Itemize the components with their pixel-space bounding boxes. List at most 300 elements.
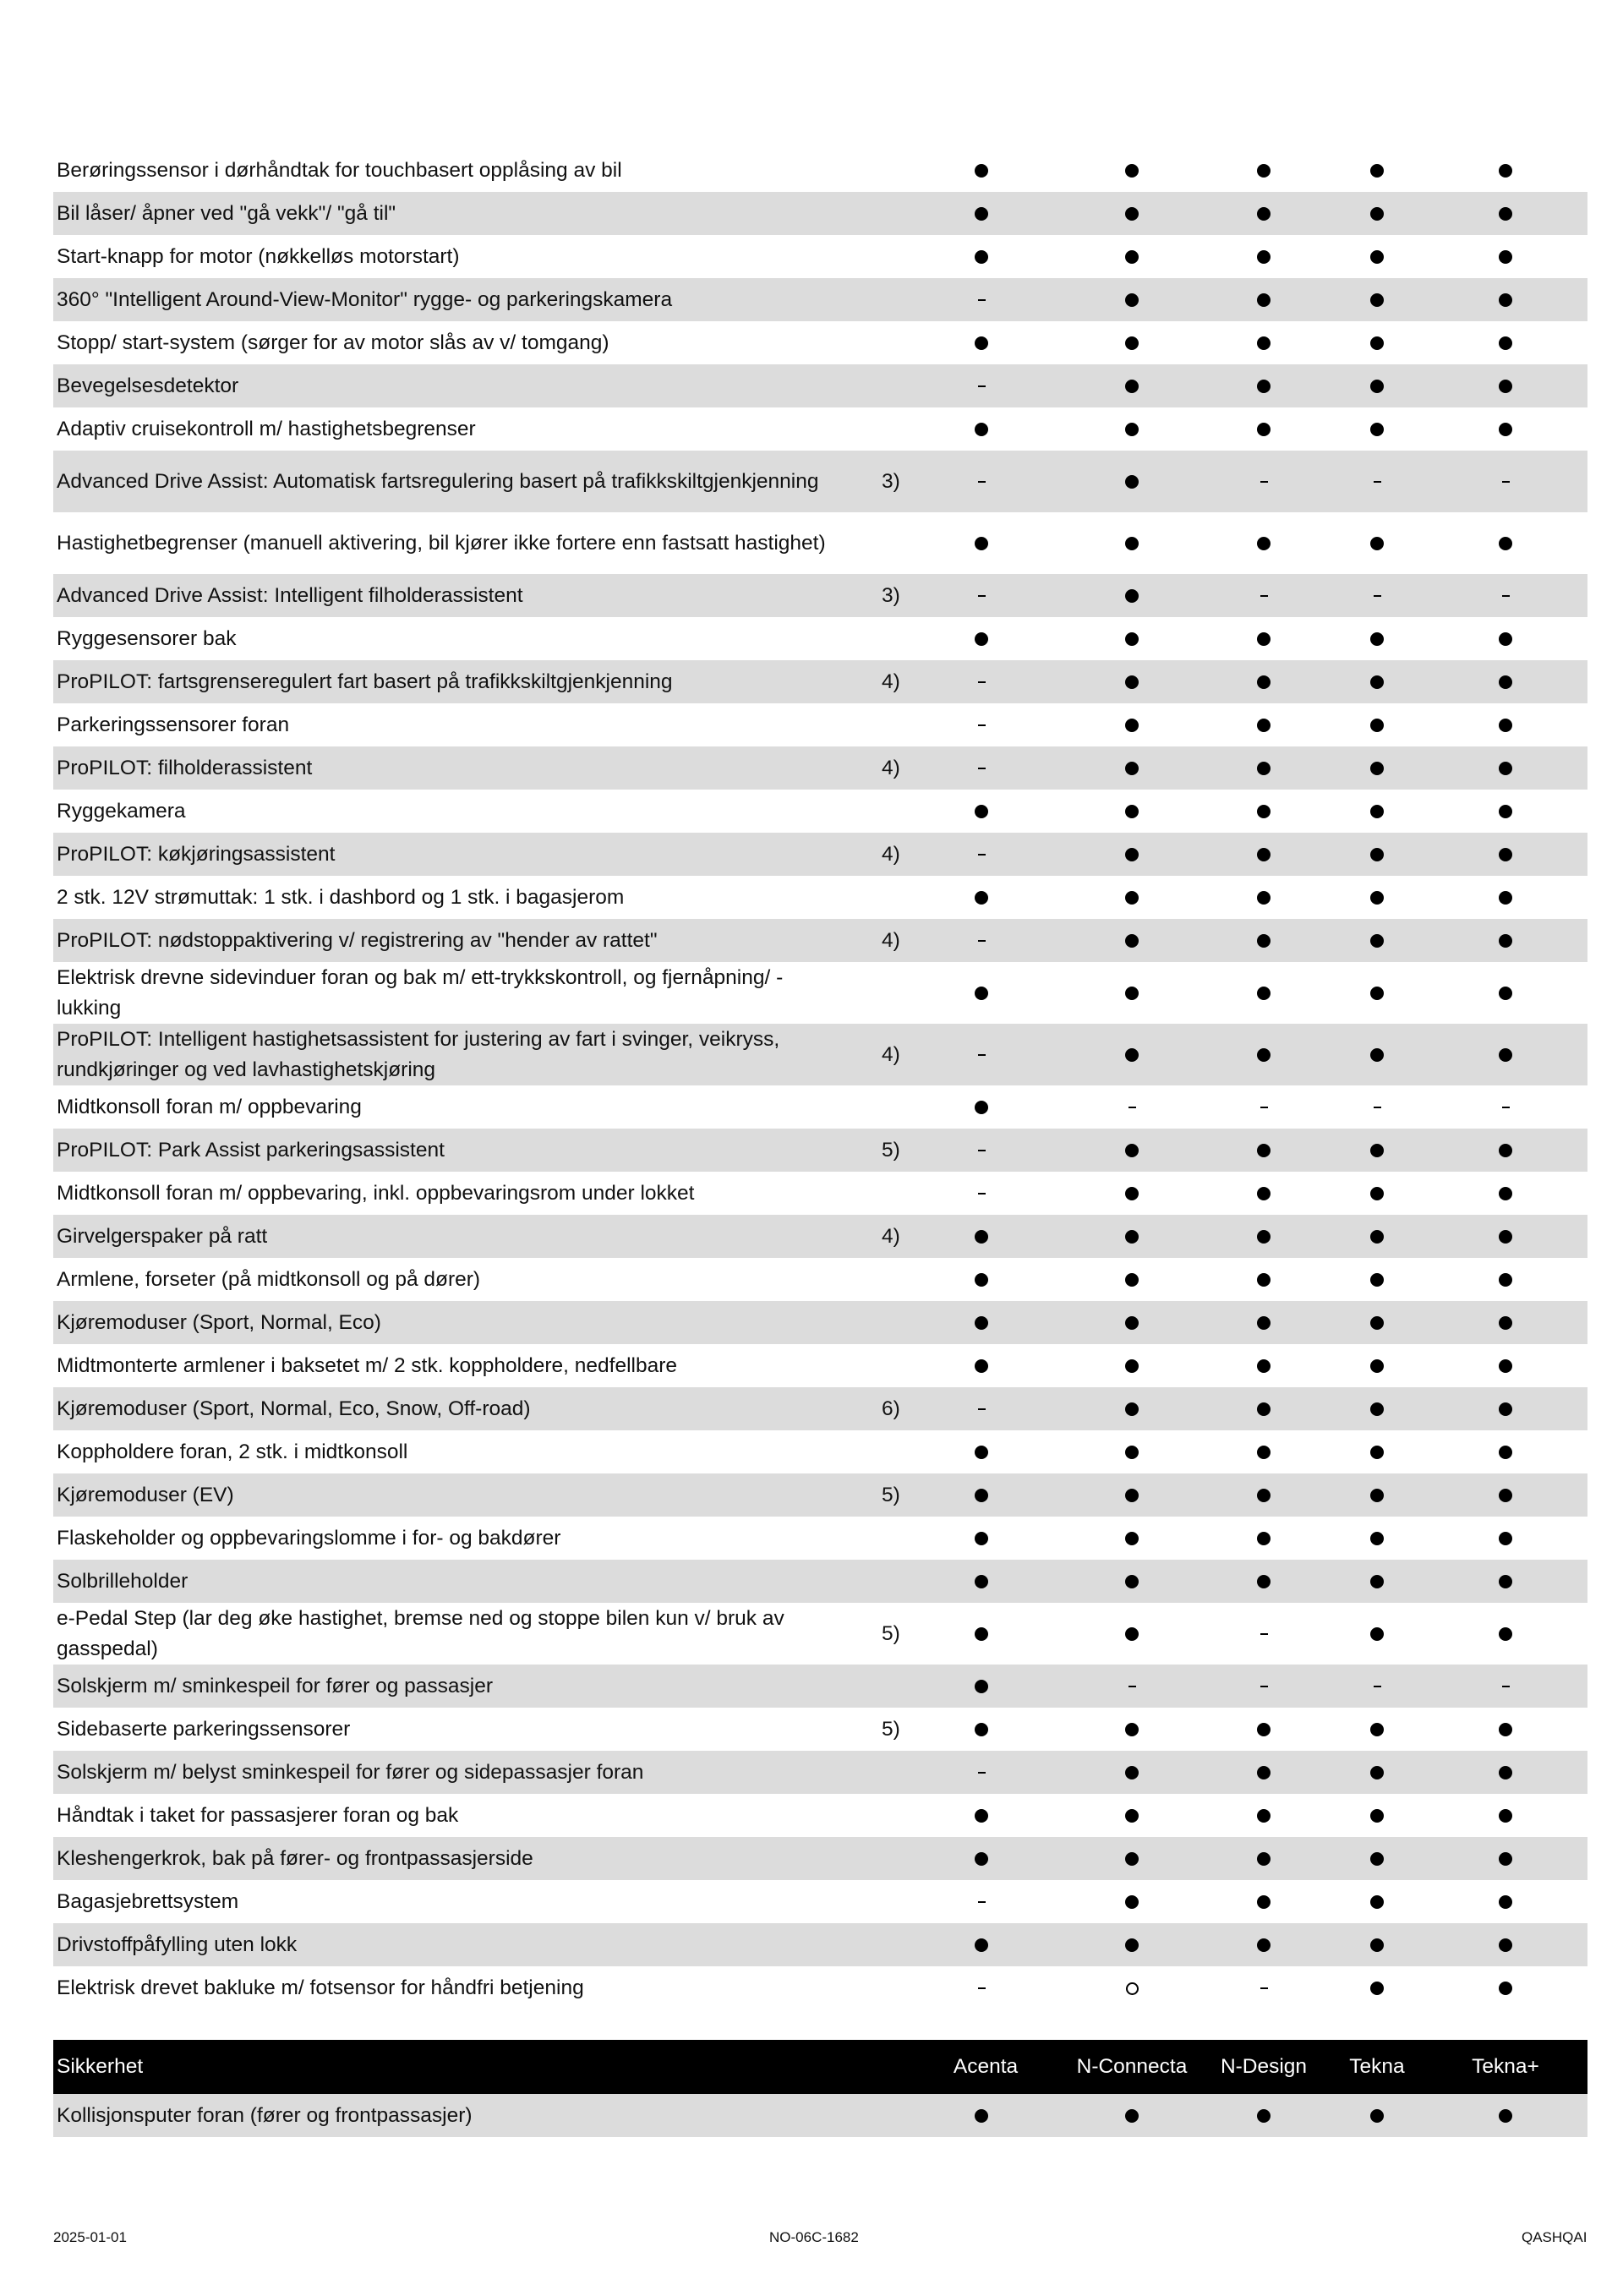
availability-cell (1081, 929, 1183, 953)
availability-cell (1455, 331, 1556, 355)
availability-cell (1455, 1976, 1556, 2000)
availability-cell (1326, 532, 1428, 555)
availability-cell (1081, 1397, 1183, 1421)
standard-dot-icon (1257, 719, 1271, 732)
table-row (53, 790, 1587, 833)
availability-cell (1455, 1311, 1556, 1335)
standard-dot-icon (1125, 1359, 1139, 1373)
standard-dot-icon (1257, 1938, 1271, 1952)
availability-cell (1213, 1268, 1314, 1292)
availability-cell (1081, 1761, 1183, 1785)
availability-cell (1213, 1847, 1314, 1871)
footnote-ref: 4) (882, 756, 900, 779)
availability-cell (1081, 374, 1183, 398)
availability-cell (931, 1570, 1032, 1594)
standard-dot-icon (1499, 1809, 1512, 1823)
availability-cell (1213, 1225, 1314, 1249)
not-available-dash-icon (978, 1054, 986, 1056)
standard-dot-icon (975, 423, 988, 436)
standard-dot-icon (1257, 1532, 1271, 1545)
feature-label: ProPILOT: Intelligent hastighetsassistent for justering av fart i svinger, veikryss, rundkjøringer og ved lavhastighetskjøring (57, 1027, 780, 1081)
availability-cell (931, 470, 1032, 494)
standard-dot-icon (1499, 1532, 1512, 1545)
standard-dot-icon (1125, 1402, 1139, 1416)
standard-dot-icon (975, 1627, 988, 1641)
availability-cell (931, 1484, 1032, 1507)
availability-cell (1213, 245, 1314, 269)
table-row (53, 703, 1587, 746)
feature-label: Flaskeholder og oppbevaringslomme i for- og bakdører (57, 1526, 561, 1550)
standard-dot-icon (1125, 891, 1139, 905)
availability-cell (1081, 1096, 1183, 1119)
column-header-acenta: Acenta (953, 2055, 1019, 2078)
not-available-dash-icon (978, 595, 986, 597)
standard-dot-icon (1499, 1895, 1512, 1909)
table-row (53, 192, 1587, 235)
availability-cell (1081, 1225, 1183, 1249)
availability-cell (1455, 2104, 1556, 2128)
standard-dot-icon (1499, 1359, 1512, 1373)
standard-dot-icon (1257, 1895, 1271, 1909)
standard-dot-icon (1499, 1627, 1512, 1641)
availability-cell (931, 532, 1032, 555)
availability-cell (1326, 1182, 1428, 1205)
availability-cell (1326, 1043, 1428, 1067)
standard-dot-icon (1499, 380, 1512, 393)
feature-label: Advanced Drive Assist: Automatisk fartsregulering basert på trafikkskiltgjenkjenning (57, 469, 819, 493)
availability-cell (1213, 800, 1314, 823)
availability-cell (1326, 159, 1428, 183)
table-row (53, 451, 1587, 512)
table-row (53, 1517, 1587, 1560)
availability-cell (1213, 159, 1314, 183)
availability-cell (1213, 929, 1314, 953)
availability-cell (1326, 981, 1428, 1005)
availability-cell (1455, 886, 1556, 910)
availability-cell (1213, 757, 1314, 780)
standard-dot-icon (1499, 537, 1512, 550)
standard-dot-icon (1257, 423, 1271, 436)
table-row (53, 1258, 1587, 1301)
standard-dot-icon (1370, 537, 1384, 550)
table-row (53, 1085, 1587, 1129)
not-available-dash-icon (978, 854, 986, 856)
availability-cell (1213, 1622, 1314, 1646)
standard-dot-icon (1257, 164, 1271, 178)
availability-cell (1213, 202, 1314, 226)
standard-dot-icon (975, 1575, 988, 1588)
standard-dot-icon (975, 1101, 988, 1114)
standard-dot-icon (1499, 1402, 1512, 1416)
standard-dot-icon (1257, 1809, 1271, 1823)
standard-dot-icon (1370, 1402, 1384, 1416)
availability-cell (931, 584, 1032, 608)
availability-cell (1326, 1268, 1428, 1292)
availability-cell (1326, 627, 1428, 651)
standard-dot-icon (1125, 675, 1139, 689)
availability-cell (1455, 288, 1556, 312)
table-row (53, 364, 1587, 407)
not-available-dash-icon (1374, 481, 1381, 483)
availability-cell (1455, 1043, 1556, 1067)
standard-dot-icon (1257, 1273, 1271, 1287)
not-available-dash-icon (1128, 1107, 1136, 1108)
standard-dot-icon (1257, 2109, 1271, 2123)
availability-cell (1213, 1890, 1314, 1914)
availability-cell (1213, 374, 1314, 398)
availability-cell (1081, 1847, 1183, 1871)
availability-cell (931, 981, 1032, 1005)
availability-cell (1455, 1354, 1556, 1378)
not-available-dash-icon (978, 1987, 986, 1989)
availability-cell (1455, 1268, 1556, 1292)
availability-cell (1326, 288, 1428, 312)
table-row (53, 1215, 1587, 1258)
availability-cell (1455, 670, 1556, 694)
availability-cell (1081, 584, 1183, 608)
table-row (53, 617, 1587, 660)
availability-cell (931, 1933, 1032, 1957)
standard-dot-icon (1125, 336, 1139, 350)
standard-dot-icon (1257, 1766, 1271, 1779)
availability-cell (1326, 1096, 1428, 1119)
availability-cell (1081, 470, 1183, 494)
standard-dot-icon (975, 1316, 988, 1330)
not-available-dash-icon (1260, 1987, 1268, 1989)
availability-cell (931, 1440, 1032, 1464)
availability-cell (1213, 584, 1314, 608)
standard-dot-icon (1370, 293, 1384, 307)
availability-cell (1213, 1761, 1314, 1785)
table-row (53, 746, 1587, 790)
standard-dot-icon (1257, 1489, 1271, 1502)
standard-dot-icon (1257, 987, 1271, 1000)
column-header-n-design: N-Design (1220, 2055, 1308, 2078)
standard-dot-icon (1499, 1575, 1512, 1588)
feature-label: ProPILOT: fartsgrenseregulert fart basert på trafikkskiltgjenkjenning (57, 670, 673, 693)
table-row (53, 407, 1587, 451)
availability-cell (1455, 1139, 1556, 1162)
standard-dot-icon (1370, 762, 1384, 775)
availability-cell (1213, 670, 1314, 694)
availability-cell (1455, 981, 1556, 1005)
table-row (53, 919, 1587, 962)
not-available-dash-icon (1502, 481, 1510, 483)
footnote-ref: 4) (882, 670, 900, 693)
feature-label: Kollisjonsputer foran (fører og frontpassasjer) (57, 2103, 473, 2127)
feature-label: Bil låser/ åpner ved "gå vekk"/ "gå til" (57, 201, 396, 225)
feature-label: e-Pedal Step (lar deg øke hastighet, bremse ned og stoppe bilen kun v/ bruk av gasspedal) (57, 1606, 784, 1660)
not-available-dash-icon (1260, 1686, 1268, 1687)
standard-dot-icon (975, 805, 988, 818)
standard-dot-icon (1370, 805, 1384, 818)
feature-label: Sidebaserte parkeringssensorer (57, 1717, 351, 1741)
availability-cell (1213, 1933, 1314, 1957)
table-row (53, 1880, 1587, 1923)
footnote-ref: 3) (882, 469, 900, 493)
table-row (53, 1923, 1587, 1966)
standard-dot-icon (1125, 1938, 1139, 1952)
feature-label: Girvelgerspaker på ratt (57, 1224, 268, 1248)
availability-cell (1081, 843, 1183, 866)
availability-cell (1455, 929, 1556, 953)
availability-cell (1213, 470, 1314, 494)
footnote-ref: 4) (882, 842, 900, 866)
availability-cell (1455, 245, 1556, 269)
standard-dot-icon (1125, 1446, 1139, 1459)
availability-cell (931, 159, 1032, 183)
availability-cell (1213, 1096, 1314, 1119)
table-row (53, 1794, 1587, 1837)
feature-label: ProPILOT: Park Assist parkeringsassistent (57, 1138, 445, 1162)
standard-dot-icon (975, 1680, 988, 1693)
standard-dot-icon (1257, 1230, 1271, 1244)
standard-dot-icon (1125, 848, 1139, 861)
availability-cell (931, 245, 1032, 269)
availability-cell (1213, 981, 1314, 1005)
feature-label: Elektrisk drevet bakluke m/ fotsensor for håndfri betjening (57, 1976, 584, 1999)
standard-dot-icon (1370, 1575, 1384, 1588)
standard-dot-icon (1499, 987, 1512, 1000)
standard-dot-icon (1370, 1144, 1384, 1157)
not-available-dash-icon (1260, 1107, 1268, 1108)
table-row (53, 1603, 1587, 1665)
availability-cell (1081, 2104, 1183, 2128)
footnote-ref: 3) (882, 583, 900, 607)
availability-cell (1213, 1397, 1314, 1421)
table-row (53, 1665, 1587, 1708)
availability-cell (931, 1718, 1032, 1741)
standard-dot-icon (1257, 1144, 1271, 1157)
availability-cell (1326, 1933, 1428, 1957)
standard-dot-icon (1499, 2109, 1512, 2123)
not-available-dash-icon (978, 1408, 986, 1410)
availability-cell (1081, 1484, 1183, 1507)
availability-cell (931, 331, 1032, 355)
standard-dot-icon (1257, 380, 1271, 393)
availability-cell (1081, 757, 1183, 780)
availability-cell (1326, 418, 1428, 441)
standard-dot-icon (1125, 250, 1139, 264)
availability-cell (1081, 981, 1183, 1005)
standard-dot-icon (1257, 934, 1271, 948)
availability-cell (1455, 1484, 1556, 1507)
standard-dot-icon (975, 1446, 988, 1459)
table-row (53, 1344, 1587, 1387)
standard-dot-icon (1499, 675, 1512, 689)
availability-cell (1081, 1311, 1183, 1335)
standard-dot-icon (1370, 1187, 1384, 1200)
availability-cell (1326, 1890, 1428, 1914)
standard-dot-icon (1370, 1852, 1384, 1866)
standard-dot-icon (1499, 1273, 1512, 1287)
standard-dot-icon (1125, 423, 1139, 436)
feature-label: Solskjerm m/ sminkespeil for fører og passasjer (57, 1674, 494, 1697)
standard-dot-icon (1257, 891, 1271, 905)
availability-cell (1213, 886, 1314, 910)
availability-cell (1081, 670, 1183, 694)
availability-cell (1213, 713, 1314, 737)
standard-dot-icon (1257, 1446, 1271, 1459)
availability-cell (1455, 1718, 1556, 1741)
availability-cell (1081, 627, 1183, 651)
column-header-tekna: Tekna (1349, 2055, 1405, 2078)
availability-cell (931, 374, 1032, 398)
table-row (53, 1560, 1587, 1603)
availability-cell (1455, 470, 1556, 494)
standard-dot-icon (1125, 1273, 1139, 1287)
standard-dot-icon (1125, 934, 1139, 948)
availability-cell (1213, 1311, 1314, 1335)
standard-dot-icon (1257, 1723, 1271, 1736)
standard-dot-icon (975, 987, 988, 1000)
standard-dot-icon (1370, 1532, 1384, 1545)
not-available-dash-icon (1374, 1107, 1381, 1108)
availability-cell (1081, 886, 1183, 910)
feature-label: Midtkonsoll foran m/ oppbevaring (57, 1095, 362, 1118)
footnote-ref: 6) (882, 1397, 900, 1420)
availability-cell (1081, 532, 1183, 555)
availability-cell (1455, 202, 1556, 226)
standard-dot-icon (975, 537, 988, 550)
standard-dot-icon (1125, 589, 1139, 603)
standard-dot-icon (1499, 805, 1512, 818)
standard-dot-icon (1499, 1766, 1512, 1779)
availability-cell (1455, 1847, 1556, 1871)
not-available-dash-icon (978, 768, 986, 769)
standard-dot-icon (1257, 1402, 1271, 1416)
standard-dot-icon (975, 1809, 988, 1823)
availability-cell (1326, 584, 1428, 608)
feature-label: Ryggesensorer bak (57, 626, 237, 650)
availability-cell (1455, 1804, 1556, 1828)
availability-cell (1455, 1890, 1556, 1914)
availability-cell (1326, 1527, 1428, 1550)
availability-cell (1081, 1268, 1183, 1292)
standard-dot-icon (1499, 1144, 1512, 1157)
availability-cell (931, 1096, 1032, 1119)
column-header-tekna-plus: Tekna+ (1472, 2055, 1539, 2078)
standard-dot-icon (1370, 934, 1384, 948)
availability-cell (1213, 1804, 1314, 1828)
availability-cell (1455, 418, 1556, 441)
standard-dot-icon (1125, 762, 1139, 775)
standard-dot-icon (1370, 848, 1384, 861)
availability-cell (1081, 1440, 1183, 1464)
standard-dot-icon (1499, 207, 1512, 221)
availability-cell (1455, 1527, 1556, 1550)
footnote-ref: 4) (882, 1224, 900, 1248)
not-available-dash-icon (978, 681, 986, 683)
availability-cell (1326, 470, 1428, 494)
standard-dot-icon (1257, 632, 1271, 646)
availability-cell (1081, 159, 1183, 183)
availability-cell (931, 1182, 1032, 1205)
standard-dot-icon (975, 891, 988, 905)
table-row (53, 321, 1587, 364)
not-available-dash-icon (978, 1772, 986, 1774)
standard-dot-icon (1370, 1627, 1384, 1641)
standard-dot-icon (1370, 1982, 1384, 1995)
standard-dot-icon (1370, 891, 1384, 905)
availability-cell (1326, 929, 1428, 953)
feature-label: Adaptiv cruisekontroll m/ hastighetsbegrenser (57, 417, 476, 440)
availability-cell (931, 1761, 1032, 1785)
standard-dot-icon (1370, 250, 1384, 264)
feature-label: Advanced Drive Assist: Intelligent filholderassistent (57, 583, 523, 607)
availability-cell (931, 288, 1032, 312)
availability-cell (931, 202, 1032, 226)
standard-dot-icon (1125, 1723, 1139, 1736)
availability-cell (1326, 1570, 1428, 1594)
availability-cell (1081, 1527, 1183, 1550)
not-available-dash-icon (1260, 1633, 1268, 1635)
availability-cell (931, 627, 1032, 651)
availability-cell (931, 670, 1032, 694)
availability-cell (931, 800, 1032, 823)
equipment-table (53, 149, 1587, 2009)
availability-cell (1455, 584, 1556, 608)
availability-cell (1081, 245, 1183, 269)
feature-label: Håndtak i taket for passasjerer foran og bak (57, 1803, 459, 1827)
availability-cell (931, 1268, 1032, 1292)
availability-cell (1326, 1139, 1428, 1162)
standard-dot-icon (1125, 1809, 1139, 1823)
standard-dot-icon (1125, 207, 1139, 221)
standard-dot-icon (1370, 380, 1384, 393)
not-available-dash-icon (978, 1901, 986, 1903)
availability-cell (1081, 1139, 1183, 1162)
availability-cell (931, 1675, 1032, 1698)
availability-cell (1213, 2104, 1314, 2128)
feature-label: Kjøremoduser (EV) (57, 1483, 234, 1506)
standard-dot-icon (1499, 719, 1512, 732)
not-available-dash-icon (978, 724, 986, 726)
standard-dot-icon (975, 250, 988, 264)
table-row (53, 962, 1587, 1024)
availability-cell (1455, 1096, 1556, 1119)
standard-dot-icon (975, 2109, 988, 2123)
feature-label: Bagasjebrettsystem (57, 1889, 239, 1913)
availability-cell (931, 1804, 1032, 1828)
availability-cell (1213, 1976, 1314, 2000)
standard-dot-icon (1257, 848, 1271, 861)
not-available-dash-icon (1374, 595, 1381, 597)
standard-dot-icon (1257, 762, 1271, 775)
availability-cell (931, 886, 1032, 910)
standard-dot-icon (975, 632, 988, 646)
standard-dot-icon (1370, 632, 1384, 646)
availability-cell (931, 1976, 1032, 2000)
standard-dot-icon (975, 207, 988, 221)
availability-cell (1081, 1622, 1183, 1646)
availability-cell (1213, 1354, 1314, 1378)
availability-cell (1326, 1622, 1428, 1646)
table-row (53, 149, 1587, 192)
standard-dot-icon (1370, 1359, 1384, 1373)
table-row (53, 876, 1587, 919)
standard-dot-icon (975, 1723, 988, 1736)
feature-label: Ryggekamera (57, 799, 186, 823)
standard-dot-icon (975, 1852, 988, 1866)
standard-dot-icon (1257, 1316, 1271, 1330)
standard-dot-icon (1370, 2109, 1384, 2123)
table-row (53, 2094, 1587, 2137)
table-row (53, 1301, 1587, 1344)
feature-label: ProPILOT: nødstoppaktivering v/ registrering av "hender av rattet" (57, 928, 658, 952)
standard-dot-icon (1370, 987, 1384, 1000)
availability-cell (1326, 1718, 1428, 1741)
